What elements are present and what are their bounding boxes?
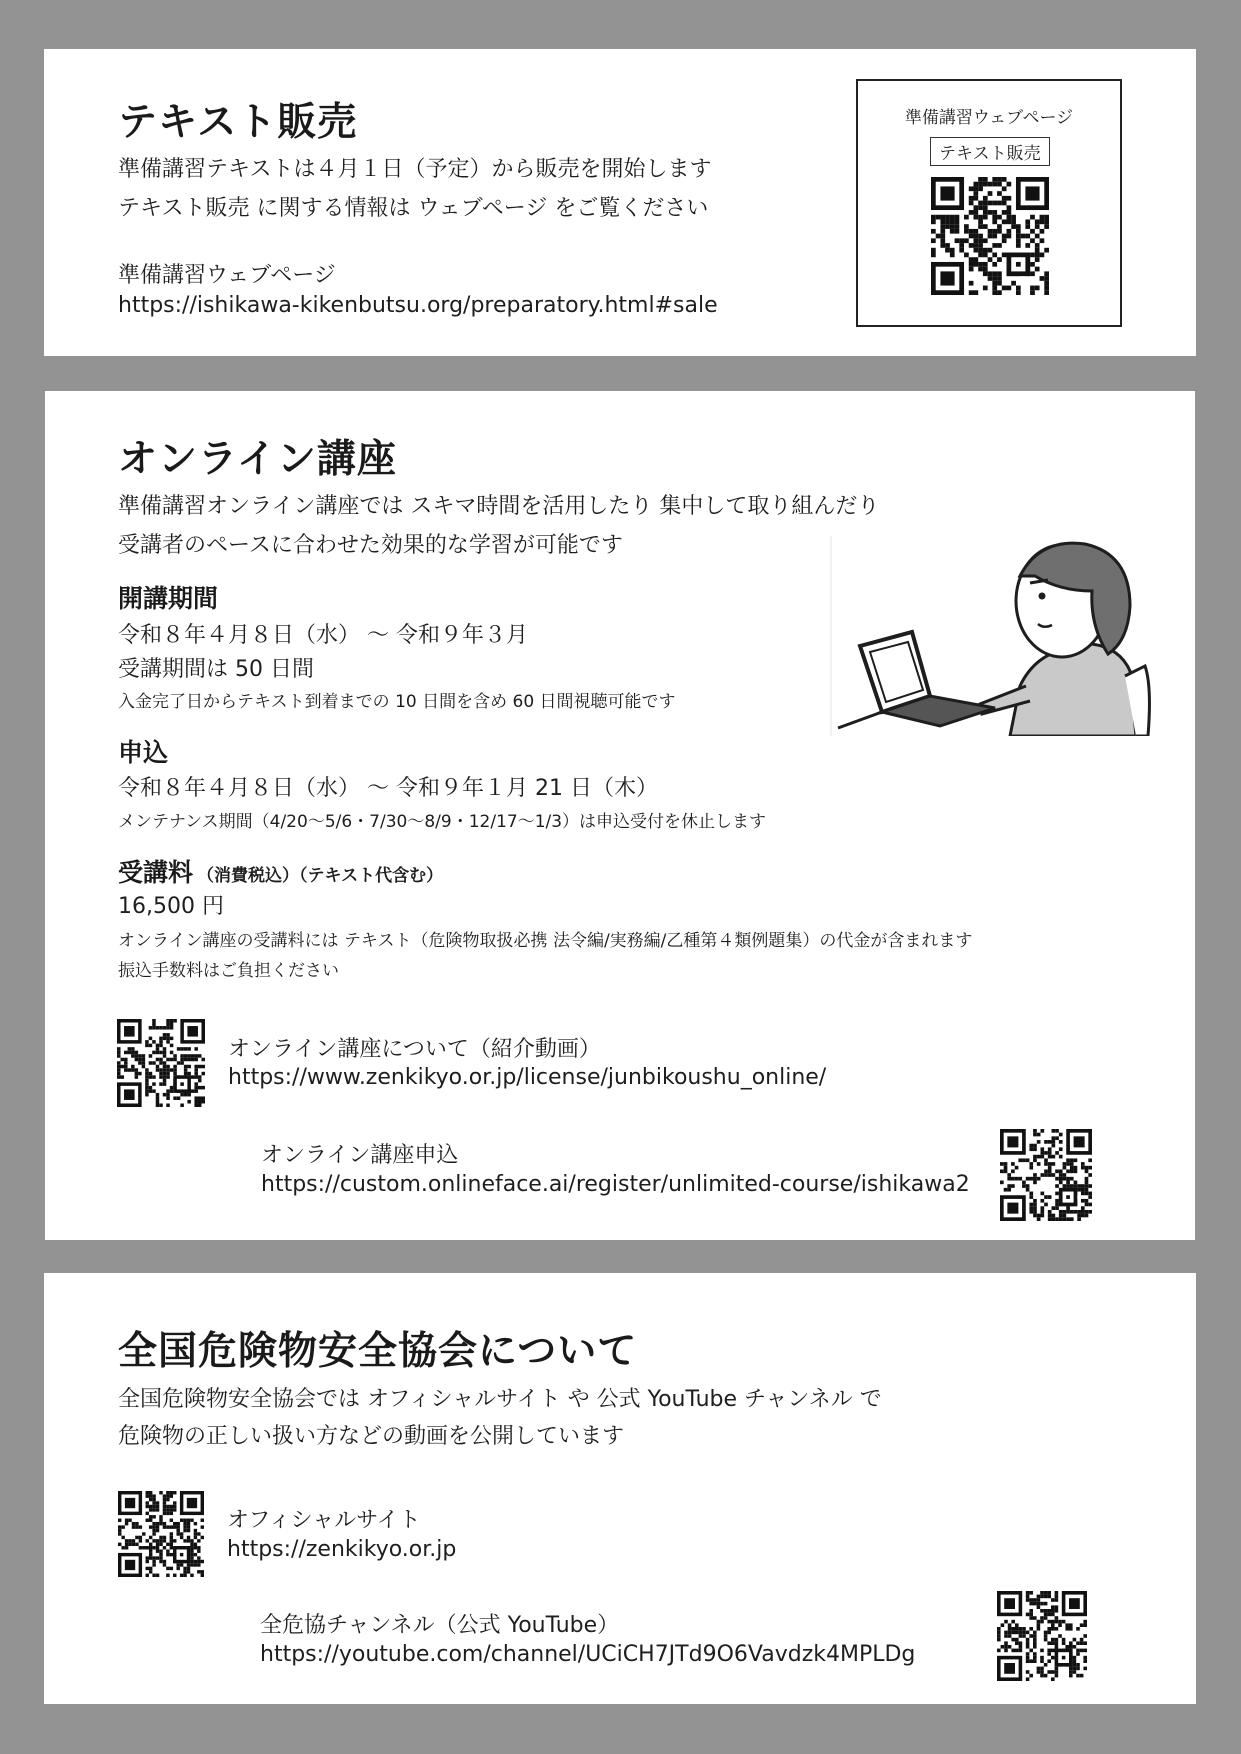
online-intro-1: 準備講習オンライン講座では スキマ時間を活用したり 集中して取り組んだり: [118, 494, 880, 519]
period-heading: 開講期間: [118, 584, 219, 613]
sale-line-2: テキスト販売 に関する情報は ウェブページ をご覧ください: [118, 196, 709, 221]
official-site-url[interactable]: https://zenkikyo.or.jp: [227, 1537, 457, 1562]
qr-code-icon[interactable]: [997, 1591, 1087, 1681]
fee-note-1: オンライン講座の受講料には テキスト（危険物取扱必携 法令編/実務編/乙種第４類例題集）の代金が含まれます: [118, 931, 973, 951]
text-sale-section: [44, 49, 1196, 356]
fee-price: 16,500 円: [118, 894, 224, 919]
video-link-url[interactable]: https://www.zenkikyo.or.jp/license/junbikoushu_online/: [228, 1065, 827, 1090]
section-title: 全国危険物安全協会について: [118, 1329, 638, 1374]
online-course-section: [45, 391, 1195, 1240]
qr-code-icon[interactable]: [118, 1491, 204, 1577]
online-intro-2: 受講者のペースに合わせた効果的な学習が可能です: [118, 533, 623, 558]
apply-link-url[interactable]: https://custom.onlineface.ai/register/unlimited-course/ishikawa2: [261, 1172, 970, 1197]
sale-link-label: 準備講習ウェブページ: [118, 263, 336, 288]
period-duration: 受講期間は 50 日間: [118, 657, 314, 682]
qr-code-icon[interactable]: [1000, 1129, 1092, 1221]
apply-link-label: オンライン講座申込: [261, 1143, 459, 1168]
qr-info-box: [856, 79, 1122, 327]
qr-box-caption: 準備講習ウェブページ: [904, 108, 1074, 128]
fee-heading-row: [118, 853, 443, 889]
fee-note-2: 振込手数料はご負担ください: [118, 961, 339, 981]
period-dates: 令和８年４月８日（水） ～ 令和９年３月: [118, 623, 528, 648]
section-title: テキスト販売: [118, 100, 358, 145]
apply-heading: 申込: [118, 738, 169, 767]
apply-note: メンテナンス期間（4/20～5/6・7/30～8/9・12/17～1/3）は申込受付を休止します: [118, 812, 767, 832]
qr-box-tag: テキスト販売: [930, 137, 1050, 166]
channel-url[interactable]: https://youtube.com/channel/UCiCH7JTd9O6Vavdzk4MPLDg: [260, 1642, 916, 1667]
sale-link-url[interactable]: https://ishikawa-kikenbutsu.org/preparatory.html#sale: [118, 293, 718, 318]
sale-line-1: 準備講習テキストは４月１日（予定）から販売を開始します: [118, 157, 712, 182]
qr-code-icon[interactable]: [931, 177, 1049, 295]
association-section: [44, 1273, 1196, 1704]
video-link-label: オンライン講座について（紹介動画）: [228, 1037, 601, 1062]
fee-heading-sub: （消費税込）（テキスト代含む）: [197, 866, 444, 886]
official-site-label: オフィシャルサイト: [227, 1508, 421, 1533]
association-line-1: 全国危険物安全協会では オフィシャルサイト や 公式 YouTube チャンネル で: [118, 1387, 882, 1412]
fee-heading: 受講料: [118, 858, 194, 887]
person-laptop-illustration: [830, 536, 1165, 736]
apply-dates: 令和８年４月８日（水） ～ 令和９年１月 21 日（木）: [118, 776, 658, 801]
period-note: 入金完了日からテキスト到着までの 10 日間を含め 60 日間視聴可能です: [118, 692, 676, 712]
association-line-2: 危険物の正しい扱い方などの動画を公開しています: [118, 1424, 625, 1449]
section-title: オンライン講座: [118, 437, 397, 482]
qr-code-icon[interactable]: [117, 1019, 205, 1107]
channel-label: 全危協チャンネル（公式 YouTube）: [260, 1613, 620, 1638]
